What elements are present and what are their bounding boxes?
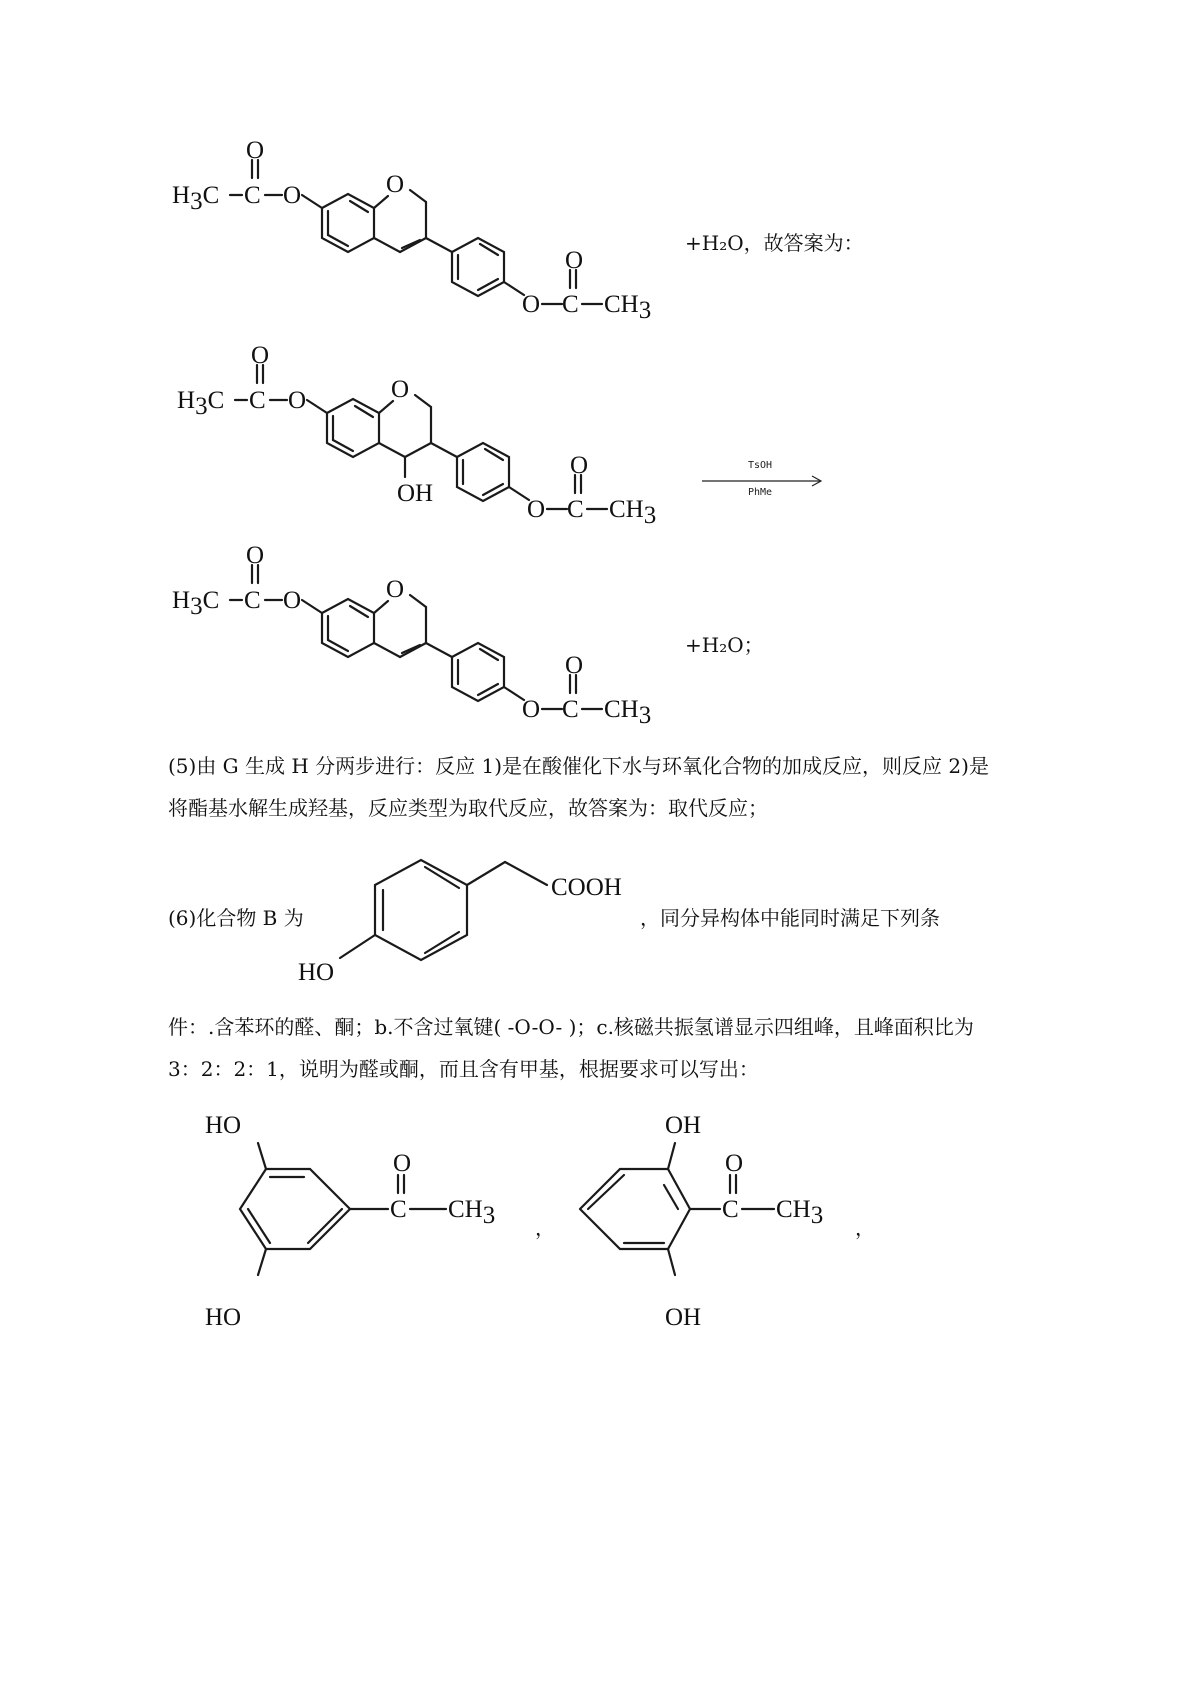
svg-text:C: C (390, 1196, 407, 1223)
answer-separator-1: ， (535, 1216, 555, 1240)
svg-text:O: O (283, 182, 302, 209)
svg-text:O: O (393, 1150, 412, 1177)
svg-text:C: C (567, 496, 584, 523)
reagent-bottom-label: PhMe (748, 487, 773, 498)
svg-text:O: O (391, 376, 410, 403)
svg-text:O: O (570, 452, 589, 479)
svg-text:OH: OH (665, 1112, 702, 1139)
paragraph-6-line-3: 3：2：2：1，说明为醛或酮，而且含有甲基，根据要求可以写出： (168, 1057, 759, 1081)
compound-b-structure (295, 850, 655, 990)
reaction-arrow (700, 474, 825, 488)
reaction-text-1: +H₂O，故答案为： (685, 231, 864, 255)
svg-text:O: O (288, 387, 307, 414)
paragraph-6-suffix: ，同分异构体中能同时满足下列条 (640, 906, 940, 930)
svg-text:CH3: CH3 (776, 1196, 824, 1229)
svg-text:OH: OH (665, 1304, 702, 1331)
svg-text:C: C (249, 387, 266, 414)
answer-structure-2-6-dihydroxyacetophenone (560, 1105, 880, 1345)
svg-text:HO: HO (298, 959, 335, 986)
paragraph-5-line-1: (5)由 G 生成 H 分两步进行：反应 1)是在酸催化下水与环氧化合物的加成反应，则反应 2)是 (168, 754, 989, 778)
svg-text:O: O (527, 496, 546, 523)
svg-text:O: O (386, 171, 405, 198)
svg-text:HO: HO (205, 1304, 242, 1331)
svg-text:H3C: H3C (172, 587, 220, 620)
answer-structure-3-5-dihydroxyacetophenone (200, 1105, 530, 1345)
paragraph-6-prefix: (6)化合物 B 为 (168, 906, 304, 930)
svg-text:C: C (562, 291, 579, 318)
svg-text:C: C (244, 587, 261, 614)
svg-text:O: O (522, 291, 541, 318)
svg-text:O: O (246, 542, 265, 569)
svg-text:CH3: CH3 (604, 291, 652, 324)
svg-text:OH: OH (397, 480, 434, 507)
svg-text:C: C (722, 1196, 739, 1223)
svg-text:H3C: H3C (172, 182, 220, 215)
svg-text:O: O (251, 342, 270, 369)
reagent-top-label: TsOH (748, 460, 773, 471)
svg-text:O: O (283, 587, 302, 614)
svg-text:O: O (246, 137, 265, 164)
svg-text:O: O (565, 247, 584, 274)
svg-text:CH3: CH3 (448, 1196, 496, 1229)
paragraph-6-line-2: 件：.含苯环的醛、酮；b.不含过氧键( -O-O- )；c.核磁共振氢谱显示四组峰，且峰面积比为 (168, 1015, 974, 1039)
svg-text:O: O (522, 696, 541, 723)
isoflavene-diacetate-structure-1 (170, 137, 690, 340)
reaction-text-2: +H₂O； (685, 633, 764, 657)
svg-text:HO: HO (205, 1112, 242, 1139)
isoflavene-diacetate-structure-2 (170, 542, 690, 745)
svg-text:C: C (244, 182, 261, 209)
svg-text:O: O (565, 652, 584, 679)
svg-text:H3C: H3C (177, 387, 225, 420)
svg-text:O: O (386, 576, 405, 603)
isoflavanol-diacetate-structure (175, 342, 695, 535)
svg-text:C: C (562, 696, 579, 723)
svg-text:CH3: CH3 (609, 496, 657, 529)
svg-text:O: O (725, 1150, 744, 1177)
svg-text:COOH: COOH (551, 874, 622, 901)
answer-separator-2: ， (855, 1216, 875, 1240)
paragraph-5-line-2: 将酯基水解生成羟基，反应类型为取代反应，故答案为：取代反应； (168, 796, 768, 820)
svg-text:CH3: CH3 (604, 696, 652, 729)
